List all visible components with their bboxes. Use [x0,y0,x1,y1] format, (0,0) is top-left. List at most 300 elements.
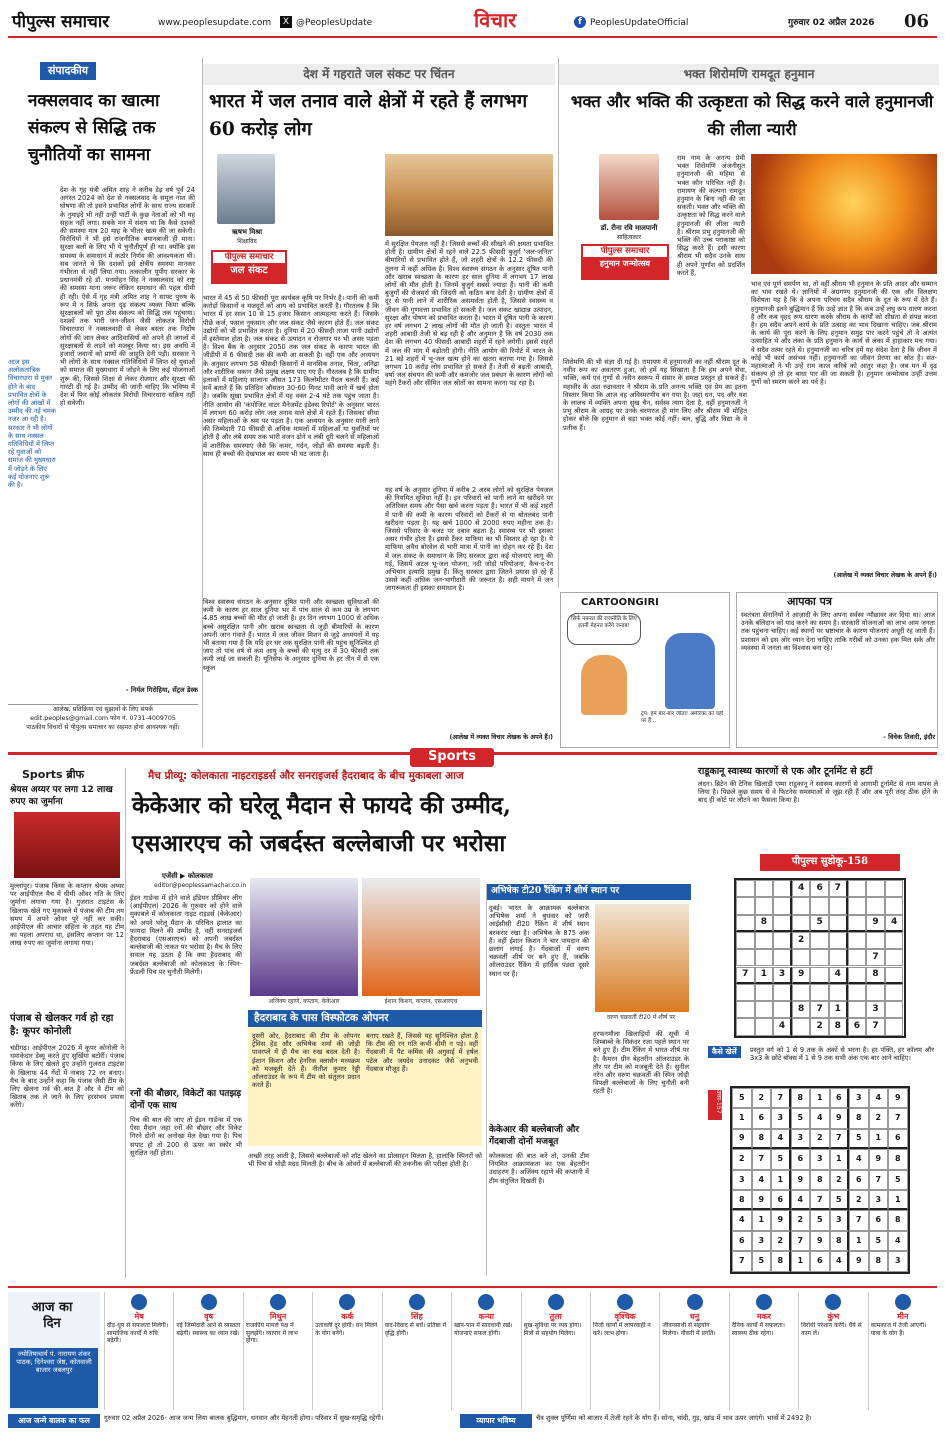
sports-sub-1: रनों की बौछार, विकेटों का पतझड़ दोनों एक साथ [130,1089,242,1111]
sudoku-grid[interactable] [734,878,906,1038]
rahane-photo [250,878,358,996]
rashi-text: विरोधी परेशान करेंगे। धैर्य से काम लें। [801,1322,862,1337]
ishan-photo [362,878,480,996]
rashi-text: वाद-विवाद से बचें। प्रतिष्ठा में वृद्धि होगी। [384,1322,447,1337]
zodiac-icon [409,1294,425,1310]
sudoku-cell[interactable]: 1 [755,967,774,984]
sudoku-cell[interactable] [829,897,848,914]
sudoku-cell: 6 [869,1210,889,1230]
sudoku-cell: 7 [849,1210,869,1230]
sudoku-cell: 3 [849,1088,869,1108]
rashi-name: मीन [897,1312,909,1321]
sudoku-cell: 3 [752,1231,772,1251]
sudoku-cell[interactable] [885,1001,904,1018]
highlight-box [248,1010,482,1146]
sudoku-cell: 4 [888,1231,908,1251]
sudoku-cell[interactable]: 2 [792,932,811,949]
water-footnote: (आलेख में व्यक्त विचार लेखक के अपने हैं।) [449,734,553,741]
abhishek-body-2: हरफनमौला खिलाड़ियों की सूची में जिम्बाब्वे के सिकंदर रजा पहले स्थान पर बने हुए हैं। टीम रैंकिंग में भारत शीर्ष पर है। कैमरन ग्रीन बेहतरीन ऑलराउंडर के तौर पर टीम को मजबूती देते हैं। सुनील नरेन और वरुण चक्रवर्ती की स्पिन जोड़ी विपक्षी बल्लेबाजों के लिए चुनौती बनी रहती है। [593,1030,689,1096]
sudoku-cell: 7 [791,1231,811,1251]
sudoku-cell: 2 [869,1108,889,1128]
letters-title: आपका पत्र [787,595,832,608]
how-to-play-body: प्रस्तुत वर्ग को 1 से 9 तक के अंकों से भरना है। हर पंक्ति, हर कॉलम और 3x3 के छोटे बॉक्स में 1 से 9 तक सभी अंक एक बार आने चाहिए। [750,1046,934,1063]
sudoku-cell[interactable]: 4 [773,1018,792,1035]
water-col2: में सुरक्षित पेयजल नहीं है। जिससे बच्चों की सीखने की क्षमता प्रभावित होती है। ग्रामीण क्षेत्रों में रहने वाले 22.5 फीसदी बुजुर्ग 'जल-जनित' बीमारियों से प्रभावित होते हैं, जो शहरी क्षेत्रों के 12.2 फीसदी की तुलना में कहीं अधिक है। विश्व स्वास्थ्य संगठन के अनुसार दूषित पानी और खराब स्वच्छता के कारण हर साल दुनिया में लगभग 17 लाख लोगों की मौत होती है। जिनमें बुजुर्ग सबसे ज्यादा हैं। पानी की कमी बुजुर्गों की रोजमर्रा की जिंदगी को कठिन बना देती है। ग्रामीण क्षेत्रों में दूर से पानी लाने में शारीरिक असमर्थता होती है, जिससे स्वास्थ्य व जीवन की गुणवत्ता प्रभावित हो सकती है। जल संकट खाद्यान्न उत्पादन, सुरक्षा और पोषण को प्रभावित करता है। भारत में दूषित पानी के कारण हर वर्ष लगभग 2 लाख लोगों की मौत हो जाती है। वस्तुतः भारत में शहरी आबादी तेजी से बढ़ रही है और अनुमान है कि वर्ष 2030 तक देश की लगभग 40 फीसदी आबादी शहरों में रहने लगेगी। इससे शहरों में जल की मांग में बढ़ोतरी होगी। नीति आयोग की रिपोर्ट में भारत के 21 बड़े शहरों में भू-जल खत्म होने का खतरा बताया गया है। जिससे लगभग 10 करोड़ लोग प्रभावित हो सकते हैं। तेजी से बढ़ती आबादी, वर्षा जल संचयन की कमी और कमजोर जल प्रबंधन के कारण लोगों को महंगे टैंकरों और सीमित जल स्रोतों का सामना करना पड़ रहा है। [385,240,553,388]
editorial-section [8,58,198,748]
sudoku-cell: 6 [752,1108,772,1128]
masthead [8,6,937,38]
sudoku-cell: 8 [771,1251,791,1271]
sudoku-cell[interactable] [773,880,792,897]
water-kicker: देश में गहराते जल संकट पर चिंतन [203,64,555,85]
agency-email[interactable]: editor@peoplessamachar.co.in [154,882,247,889]
ishan-caption: ईशान किशन, कप्तान, एसआरएच [384,998,458,1005]
water-col1-top: भारत में 45 से 50 फीसदी पूरा कार्यबल कृषि पर निर्भर है। पानी की कमी करोड़ों किसानों व मजदूरों को आय को प्रभावित करती है। गौरतलब है कि भारत में हर साल 10 से 15 हजार किसान आत्महत्या करते हैं। जिसके पीछे कर्ज, फसल नुकसान और जल संकट जैसे कारण होते हैं। जल संकट उद्योगों को भी प्रभावित करता है। दुनिया में 20 फीसदी ताजा पानी उद्योगों में इस्तेमाल होता है। जल संकट से उत्पादन व रोजगार पर भी असर पड़ता है। विश्व बैंक के अनुसार 2050 तक जल संकट के कारण भारत की जीडीपी में 6 फीसदी तक की कमी आ सकती है। वहीं एक और अध्ययन के अनुसार लगभग 58 फीसदी किसानों में मानसिक तनाव, चिंता, अनिद्रा और शारीरिक थकान जैसे प्रमुख लक्षण पाए गए हैं। गौरतलब है कि ग्रामीण इलाकों में महिलाएं सालाना औसत 173 किलोमीटर पैदल चलती हैं। कई सर्वे बताते हैं कि प्रतिदिन औसतन 30-60 मिनट पानी लाने में खर्च होता है। जबकि सूखा प्रभावित क्षेत्रों में यह वक्त 2-4 घंटे तक पहुंच जाता है। नीति आयोग की 'कंपोजिट वाटर मैनेजमेंट इंडेक्स रिपोर्ट' के अनुसार भारत में लगभग 60 करोड़ लोग जल तनाव वाले क्षेत्रों में रहते हैं। जिसका सीधा असर महिलाओं के श्रम पर पड़ता है। एक अध्ययन के अनुसार पानी लाने की जिम्मेदारी 70 फीसदी से अधिक मामलों में महिलाओं या युवतियों पर होती है और लंबे समय तक भारी वजन ढोने व लंबी दूरी चलने से महिलाओं में शारीरिक समस्याएं जैसे कि कमर, गर्दन, जोड़ों की समस्या बढ़ती है। साथ ही बच्चों की देखभाल का समय भी घट जाता है। [203,294,379,458]
cartoon-title: CARTOONGIRI [581,597,659,608]
sudoku-cell[interactable]: 4 [792,880,811,897]
rashi-name: मकर [756,1312,772,1321]
sudoku-cell[interactable] [773,949,792,966]
sudoku-cell: 7 [771,1088,791,1108]
letters-author: - विवेक तिवारी, इंदौर [883,733,935,741]
raducanu-body: लंदन। ब्रिटेन की टेनिस खिलाड़ी एम्मा राडूकानू ने स्वास्थ्य कारणों से आगामी टूर्नामेंट से नाम वापस ले लिया है। पिछले कुछ समय से वे फिटनेस समस्याओं से जूझ रही हैं और अब पूरी तरह ठीक होने के बाद ही कोर्ट पर लौटने का फैसला किया है। [698,780,938,805]
water-author-photo [217,154,275,224]
sudoku-cell[interactable] [866,984,885,1001]
sudoku-cell: 7 [869,1170,889,1190]
rashi-card [590,1292,659,1410]
sudoku-cell: 3 [791,1129,811,1149]
sudoku-cell[interactable]: 8 [755,915,774,932]
sudoku-cell[interactable] [810,932,829,949]
sudoku-cell: 1 [869,1129,889,1149]
page-number: 06 [904,11,930,32]
editorial-contact [8,704,198,744]
sudoku-cell: 8 [869,1251,889,1271]
sudoku-cell[interactable] [885,880,904,897]
brief-headline: श्रेयस अय्यर पर लगा 12 लाख रुपए का जुर्माना [10,785,113,807]
water-col1-intro [297,172,379,290]
rashi-name: सिंह [410,1312,423,1321]
sports-body-5: अच्छी तरह आती है, जिससे बल्लेबाजों को शॉट खेलने का प्रोत्साहन मिलता है, हालांकि स्पिनरों को भी पिच से थोड़ी मदद मिलती है। बीच के ओवरों में बल्लेबाजों की तकनीक की परीक्षा होती है। [248,1152,482,1169]
varun-caption: वरुण चक्रवर्ती टी20 में शीर्ष पर [606,1014,676,1021]
sudoku-cell[interactable] [848,967,867,984]
sudoku-cell[interactable] [736,880,755,897]
sudoku-cell[interactable] [736,949,755,966]
sudoku-cell: 8 [810,1170,830,1190]
sudoku-cell[interactable] [810,984,829,1001]
raducanu-story [698,766,938,844]
horoscope-section [8,1286,937,1440]
sudoku-cell[interactable] [848,880,867,897]
rashi-text: निजी कार्यों में लापरवाही न करें। लाभ होगा। [592,1322,651,1337]
sudoku-cell: 6 [771,1190,791,1210]
market-text: चैत्र शुक्ल पूर्णिमा को बाजार में तेजी रहने के योग हैं। सोना, चांदी, गुड़, खांड में भाव ऊपर जाएंगे। भावों में 2492 है। [536,1414,812,1422]
rashi-name: कर्क [341,1312,354,1321]
sudoku-cell[interactable]: 8 [829,1018,848,1035]
zodiac-icon [270,1294,286,1310]
facebook-icon: f [574,16,586,28]
zodiac-icon [756,1294,772,1310]
sudoku-cell: 3 [771,1108,791,1128]
sports-headline-2: एसआरएच को जबर्दस्त बल्लेबाजी पर भरोसा [132,830,506,857]
rashi-card [173,1292,242,1410]
cartoon-figure-right [665,633,715,709]
zodiac-icon [548,1294,564,1310]
sudoku-cell: 9 [849,1251,869,1271]
sudoku-cell: 7 [752,1149,772,1169]
rashi-text: दौड़-धूप से सफलता मिलेगी। सामाजिक कार्यों में रुचि बढ़ेगी। [107,1322,169,1345]
sudoku-cell[interactable] [792,949,811,966]
water-author-role: शिक्षाविद [237,238,257,245]
water-badge-topic: जल संकट [230,264,268,276]
market-label: व्यापार भविष्य [460,1414,532,1428]
sudoku-cell[interactable] [755,1018,774,1035]
sudoku-cell[interactable] [736,897,755,914]
highlight-body-2: बनाए रखते हैं, जिससे यह सुनिश्चित होता है कि टीम की रन गति कभी धीमी न पड़े। वहीं गेंदबाजी में पैट कमिंस की अगुवाई में हर्षल पटेल और जयदेव उनादकट जैसे अनुभवी गेंदबाज मौजूद हैं। [366,1032,478,1073]
sudoku-cell: 9 [771,1210,791,1230]
sudoku-cell: 8 [888,1149,908,1169]
sudoku-cell[interactable] [829,949,848,966]
sports-label: Sports [410,748,494,767]
cartoon-caption: ट्रंप: हमें बार-बार जीता! अमेरिका को वहीं पर हैं... [641,711,724,725]
zodiac-icon [687,1294,703,1310]
water-author-name: ऋषभ मिश्रा [231,228,263,236]
rashi-name: वृश्चिक [614,1312,636,1321]
answer-label: उत्तर-157 [708,1090,722,1120]
sudoku-cell[interactable]: 3 [866,1001,885,1018]
sports-body-1: ईडन गार्डन्स में होने वाले इंडियन प्रीमियर लीग (आईपीएल) 2026 के गुरुवार को होने वाले मुकाबले में कोलकाता नाइट राइडर्स (केकेआर) को अपने घरेलू मैदान के परिचित हालात का फायदा मिलने की उम्मीद है, वहीं सनराइजर्स हैदराबाद (एसआरएच) को अपनी जबर्दस्त बल्लेबाजी की ताकत पर भरोसा है। मैच के लिए सवाल यह उठता है कि क्या हैदराबाद की जबर्दस्त बल्लेबाजी को कोलकाता के स्पिन-फ्रेंडली पिच पर चुनौती मिलेगी। [130,894,242,976]
hanuman-illustration [751,154,937,274]
sudoku-cell[interactable] [810,949,829,966]
sudoku-cell: 1 [791,1251,811,1271]
sudoku-cell: 3 [869,1190,889,1210]
rashi-text: नई जिम्मेदारी आने से व्यस्तता बढ़ेगी। स्वास्थ्य का ध्यान रखें। [176,1322,241,1337]
born-label: आज जन्मे बालक का फल [8,1414,100,1428]
hanuman-badge-topic: हनुमान जन्मोत्सव [599,258,651,268]
sudoku-cell[interactable]: 1 [829,1001,848,1018]
brief2-body: चंडीगढ़। आईपीएल 2026 में कूपर कोनोली ने धमाकेदार डेब्यू करते हुए सुर्खियां बटोरीं। पंजाब किंग्स के लिए खेलते हुए उन्होंने गुजरात टाइटंस के खिलाफ 44 गेंदों में नाबाद 72 रन बनाए। मैच के बाद उन्होंने कहा कि पंजाब जैसी टीम के लिए खेलना गर्व की बात है और वे टीम को खिताब तक ले जाने के लिए हरसंभव प्रयास करेंगे। [10,1044,124,1110]
sudoku-cell[interactable] [755,880,774,897]
sudoku-cell: 1 [830,1149,850,1169]
sudoku-cell[interactable]: 7 [866,1018,885,1035]
sudoku-cell: 2 [810,1129,830,1149]
rashi-card [312,1292,381,1410]
sudoku-cell: 6 [810,1251,830,1271]
sudoku-panel [700,850,936,1278]
sudoku-cell: 6 [791,1149,811,1169]
horoscope-title-box [8,1292,100,1410]
highlight-body: दूसरी ओर, हैदराबाद की टीम के ओपनर ट्रेविस हेड और अभिषेक शर्मा की जोड़ी पावरप्ले में ही मैच का रुख बदल देती है। ईशान किशन और हेनरिक क्लासेन मध्यक्रम को मजबूती देते हैं। नीतीश कुमार रेड्डी ऑलराउंडर के रूप में टीम को संतुलन प्रदान करते हैं। [252,1032,360,1090]
hanuman-author-photo [599,154,659,220]
water-col1-bottom: विश्व स्वास्थ्य संगठन के अनुसार दूषित पानी और स्वच्छता सुविधाओं की कमी के कारण हर साल दुनिया भर में पांच साल से कम उम्र के लगभग 4.85 लाख बच्चों की मौत हो जाती है। हर दिन लगभग 1000 से अधिक बच्चे असुरक्षित पानी और खराब स्वच्छता से जुड़ी बीमारियों के कारण अपनी जान गंवाते हैं। भारत में जल जीवन मिशन से जुड़े अध्ययनों में यह भी बताया गया है कि यदि हर घर तक सुरक्षित पानी की पहुंच सुनिश्चित हो जाए तो पांच वर्ष से कम आयु के बच्चों की मृत्यु दर में 30 फीसदी तक कमी लाई जा सकती है। यूनिसेफ के अनुसार दुनिया के हर तीन में से एक स्कूल [203,598,379,672]
sudoku-cell: 5 [849,1129,869,1149]
cartoon-speech-bubble: सिर्फ नफरत की राजनीति के लिए इतनी मेहनत करेंगे जनाब! [567,613,641,645]
rashi-text: सुख-सुविधा पर व्यय होगा। मित्रों से सहयोग मिलेगा। [523,1322,582,1337]
rashi-name: कन्या [478,1312,494,1321]
sudoku-cell[interactable] [773,1001,792,1018]
sudoku-cell[interactable] [866,932,885,949]
editorial-headline: नक्सलवाद का खात्मा संकल्प से सिद्धि तक चुनौतियों का सामना [28,91,160,165]
brief-label: Sports ब्रीफ [22,768,85,781]
hanuman-kicker: भक्त शिरोमणि रामदूत हनुमान [559,64,939,85]
sudoku-cell: 5 [732,1088,752,1108]
sudoku-cell[interactable] [755,897,774,914]
sudoku-cell[interactable] [736,1018,755,1035]
zodiac-icon [339,1294,355,1310]
sudoku-cell[interactable] [885,967,904,984]
sudoku-cell[interactable] [792,984,811,1001]
sudoku-cell: 2 [830,1170,850,1190]
hanuman-author-role: साहित्यकार [616,234,642,241]
sudoku-cell[interactable] [848,897,867,914]
abhishek-body: दुबई। भारत के आक्रामक बल्लेबाज अभिषेक शर्मा ने बुधवार को जारी आईसीसी टी20 रैंकिंग में शीर्ष स्थान बरकरार रखा है। अभिषेक के 875 अंक हैं। वहीं ईशान किशन ने चार पायदान की छलांग लगाई है। गेंदबाजों में वरुण चक्रवर्ती शीर्ष पर बने हुए हैं, जबकि ऑलराउंडर रैंकिंग में हार्दिक पंड्या दूसरे स्थान पर हैं। [489,904,589,978]
sudoku-cell: 9 [752,1190,772,1210]
sudoku-cell: 7 [810,1190,830,1210]
zodiac-icon [131,1294,147,1310]
sudoku-cell: 4 [830,1251,850,1271]
sudoku-cell[interactable] [885,949,904,966]
sudoku-cell[interactable]: 7 [810,1001,829,1018]
water-badge-brand: पीपुल्स समाचार [213,252,285,263]
sudoku-cell: 4 [752,1170,772,1190]
sudoku-cell: 2 [791,1210,811,1230]
letters-box [736,592,938,748]
sudoku-cell: 1 [888,1190,908,1210]
sudoku-cell[interactable]: 8 [792,1001,811,1018]
rashi-name: मिथुन [269,1312,287,1321]
sudoku-cell[interactable] [810,897,829,914]
rashi-text: दैनिक कार्यों में सफलता। स्वास्थ्य ठीक रहेगा। [731,1322,785,1337]
sudoku-cell: 2 [752,1088,772,1108]
editorial-body: देश के गृह मंत्री अमित शाह ने करीब डेढ़ वर्ष पूर्व 24 अगस्त 2024 को देश से नक्सलवाद के समूल नाश की घोषणा की तो इसने प्रभावित लोगों के साथ राज्य सरकारें के नुमाइंदे भी नहीं उन्हीं पार्टी के कुछ नेताओं को भी यह सहज नहीं लगा। सबके मन में संशय था कि कैसे दशकों की समस्या मात्र 20 माह के भीतर खत्म की जा सकेगी। विरोधियों ने भी इसे राजनीतिक बयानबाजी ही माना। सुरक्षा बलों के लिए भी ये चुनौतीपूर्ण ही था। क्योंकि इस समस्या के समाधान में कठोर निर्णय की आवश्यकता थी। सब जानते थे कि दशकों इसे क्षेत्रीय समस्या मानकर गंभीरता से नहीं लिया गया। तत्कालीन यूपीए सरकार के प्रधानमंत्री रहे डॉ. मनमोहन सिंह ने नक्सलवाद को राष्ट्र की समस्या माना जरूर लेकिन समाधान की पहल धीमी ही रही। ऐसे में गृह मंत्री अमित शाह ने साफ्ट पुरुष के रूप में न सिर्फ अपना दृढ़ संकल्प व्यक्त किया बल्कि सुरक्षाबलों को पूरा ठोस संकल्प को सिद्धि तक पहुंचाया। दशकों तक भारी जन-जीवन जैसी लोकतंत्र विरोधी विचारधारा ने नक्सलवादी से लेकर बस्तर तक निर्दोष लोगों की जान लेकर आदिवासियों को अपने ही जंगलों में सुरक्षाबलों से लड़ने को मजबूर किया था। इस अवधि में हजारों जवानों को प्राणों की आहुति देनी पड़ी। सरकार ने भी लोगों के साथ नक्सल गतिविधियों में लिप्त रहे युवाओं को समाज की मुख्यधारा में जोड़ने के लिए कई योजनाओं शुरू की, जिससे शिक्षा से लेकर रोजगार और सुरक्षा की गारंटी दी गई है। उम्मीद की जानी चाहिए कि भविष्य में देश में फिर कोई लोकतंत्र विरोधी विचारधारा सक्रिय नहीं हो सकेगी। [60,186,195,408]
sudoku-cell[interactable] [848,984,867,1001]
sudoku-cell[interactable] [848,1001,867,1018]
sudoku-cell: 5 [888,1170,908,1190]
water-article [202,58,554,748]
sudoku-cell: 6 [830,1088,850,1108]
cartoon-figure-left [581,655,627,715]
zodiac-icon [825,1294,841,1310]
sudoku-cell[interactable]: 7 [829,880,848,897]
rashi-card [659,1292,728,1410]
sudoku-cell[interactable] [885,932,904,949]
sudoku-cell: 5 [830,1190,850,1210]
sudoku-cell: 6 [888,1129,908,1149]
sudoku-cell: 2 [771,1231,791,1251]
sudoku-cell: 1 [810,1088,830,1108]
rashi-card [521,1292,590,1410]
sudoku-cell: 6 [732,1231,752,1251]
astrologer: ज्योतिषाचार्य पं. नारायण शंकर पाठक, दिनेश्वरा जेष्ठ, कोतवाली बाजार जबलपुर [10,1348,98,1408]
rashi-card [104,1292,173,1410]
sudoku-cell[interactable] [885,984,904,1001]
rashi-card [382,1292,451,1410]
sports-main [130,768,690,1278]
hanuman-intro: राम नाम के अनन्य प्रेमी भक्त शिरोमणि अंजनीसुत हनुमानजी की महिमा से भक्त कौन परिचित नहीं है। रामायण की कल्पना रामदूत हनुमान के बिना नहीं की जा सकती। भक्त और भक्ति की उत्कृष्टता को सिद्ध करने वाले हनुमानजी की लीला न्यारी है। श्रीराम प्रभु हनुमानजी की भक्ति की उच्च पराकाष्ठा को सिद्ध करते हैं। इसी कारण श्रीराम भी सदैव उनके साथ ही अपने पूर्णांश को प्रदर्शित करते हैं, [677,154,745,277]
water-headline: भारत में जल तनाव वाले क्षेत्रों में रहते हैं लगभग 60 करोड़ लोग [209,91,528,140]
rashi-card [243,1292,312,1410]
sudoku-cell[interactable]: 7 [736,967,755,984]
sudoku-cell: 9 [888,1088,908,1108]
sudoku-cell[interactable] [829,915,848,932]
sudoku-cell[interactable] [848,932,867,949]
sports-brief [8,768,126,1278]
disclaimer: पाठकीय विचारों से पीपुल्स समाचार का सहमत होना आवश्यक नहीं। [26,724,180,731]
sudoku-cell[interactable] [755,1001,774,1018]
zodiac-icon [201,1294,217,1310]
sudoku-cell: 7 [830,1129,850,1149]
sudoku-cell[interactable] [773,984,792,1001]
section-title: विचार [474,8,517,32]
sudoku-cell: 5 [752,1251,772,1271]
rashi-text: खान-पान में सावधानी रखें। योजनाएं सफल होंगी। [454,1322,513,1337]
sports-headline-1: केकेआर को घरेलू मैदान से फायदे की उम्मीद, [132,792,512,819]
sudoku-cell: 8 [849,1108,869,1128]
sudoku-cell[interactable]: 6 [810,880,829,897]
sudoku-cell[interactable] [792,1018,811,1035]
born-text: गुरुवार 02 अप्रैल 2026- आज जन्म लिया बालक बुद्धिमान, धनवान और मेहनती होगा। परिवार में सुख-समृद्धि रहेगी। [104,1414,384,1422]
sudoku-cell[interactable] [866,897,885,914]
sudoku-cell[interactable]: 8 [866,967,885,984]
twitter-icon: X [280,16,292,28]
zodiac-icon [895,1294,911,1310]
sudoku-cell[interactable] [885,897,904,914]
drought-photo [385,154,553,236]
sudoku-cell[interactable] [736,984,755,1001]
rashi-text: कामकाज में तेजी आएगी। यात्रा के योग हैं। [870,1322,927,1337]
sudoku-cell[interactable] [736,915,755,932]
sudoku-cell: 9 [732,1129,752,1149]
sudoku-cell[interactable] [755,949,774,966]
sudoku-cell: 8 [888,1210,908,1230]
rashi-name: धनु [689,1312,700,1321]
highlight-title: हैदराबाद के पास विस्फोटक ओपनर [248,1010,482,1027]
sudoku-cell: 5 [771,1149,791,1169]
sudoku-cell: 5 [791,1108,811,1128]
website-link[interactable]: www.peoplesupdate.com [158,18,272,28]
editorial-author: - निर्मल गिरोहिया, सेंट्रल डेस्क [125,686,198,694]
editorial-tag: संपादकीय [40,62,96,80]
sudoku-cell[interactable] [866,880,885,897]
sudoku-cell[interactable] [773,915,792,932]
contact-email[interactable]: edit.peoples@gmail.com फोन नं. 0731-4009705 [30,715,176,722]
rashi-row [104,1292,937,1410]
how-to-play-title: कैसे खेलें [708,1046,741,1058]
sudoku-cell[interactable] [773,932,792,949]
issue-date: गुरुवार 02 अप्रैल 2026 [788,18,875,28]
sudoku-cell: 4 [869,1088,889,1108]
cartoon-box [560,592,730,748]
rashi-name: वृष [204,1312,214,1321]
sudoku-cell[interactable] [773,897,792,914]
water-col3: यह वर्ष के अनुसार दुनिया में करीब 2 अरब लोगों को सुरक्षित पेयजल की नियमित सुविधा नहीं है। इन परिवारों को पानी लाने या खरीदने पर अतिरिक्त समय और पैसा खर्च करना पड़ता है। भारत में भी कई शहरों में पानी की कमी के कारण परिवारों को टैंकरों से या बोतलबंद पानी खरीदना पड़ता है। यह खर्च 1000 से 2000 रुपए महीना तक है। जिससे परिवार के बजट पर दबाव बढ़ता है। स्वास्थ्य पर भी इसका असर गंभीर होता है। इससे टैंकर माफिया का भी विस्तार हो रहा है। ये माफिया अवैध बोरवेल से भारी मात्रा में पानी का दोहन कर रहे हैं। देश में जल संकट के समाधान के लिए सरकार द्वारा कई योजनाएं लागू की गई, जिसमें अटल भू-जल योजना, नदी जोड़ो परियोजना, कैच-द-रेन अभियान इत्यादि प्रमुख हैं। किंतु सरकार द्वारा जितने प्रयास हो रहे हैं उससे कहीं अधिक जन-भागीदारी की जरूरत है। सही मायने में जन जागरूकता ही इसका समाधान है। [385,486,553,593]
sudoku-cell: 4 [791,1190,811,1210]
rashi-text: जीवनसाथी से सहयोग मिलेगा। नौकरी में प्रगति। [662,1322,716,1337]
sudoku-cell: 3 [830,1210,850,1230]
sudoku-cell: 9 [830,1108,850,1128]
abhishek-box [486,884,690,1276]
sudoku-cell[interactable]: 9 [866,915,885,932]
sudoku-cell[interactable]: 3 [773,967,792,984]
sudoku-cell[interactable]: 4 [885,915,904,932]
abhishek-title: अभिषेक टी20 रैंकिंग में शीर्ष स्थान पर [487,884,691,900]
hanuman-author-name: डॉ. रीना रवि मालपानी [600,224,658,232]
sudoku-cell[interactable] [848,915,867,932]
preview-kicker: मैच प्रीव्यू: कोलकाता नाइटराइडर्स और सनराइजर्स हैदराबाद के बीच मुकाबला आज [148,770,464,782]
hanuman-body: शिरोमणि की भी संज्ञा दी गई है। रामायण में हनुमानजी का नहीं श्रीराम दूत के नवीन रूप का अवतरण हुआ, जो हमें यह सिखाता है कि हम अपने सेवा, भक्ति, कर्म एवं गुणों से नवीन स्वरूप में संसार के समक्ष प्रस्तुत हो सकते हैं। महावीर के अंश रुद्रावतार ने श्रीराम के प्रति अनन्य भक्ति एवं प्रेम का इतना विस्तार किया कि आज वह अविस्मरणीय बन गया है। जहां धन, पद और यश के लालच में व्यक्ति अपना सुख चैन, सर्वस्व त्याग देता है, वहीं हनुमानजी ने प्रभु श्रीराम के आग्रह पर उनके चरणरज ही मांग लिए और श्रीराम भी मोहित होकर बोले कि हनुमान से बड़ा भक्त कोई नहीं। बल, बुद्धि और विद्या के वे प्रतीक हैं। [563,358,747,432]
sudoku-cell: 5 [869,1231,889,1251]
sudoku-cell[interactable]: 2 [810,1018,829,1035]
sudoku-cell: 2 [849,1190,869,1210]
sudoku-cell: 4 [849,1149,869,1169]
rashi-text: राजकीय मामले पक्ष में सुलझेंगे। व्यापार में लाभ होगा। [245,1322,298,1345]
sports-sub-2: केकेआर की बल्लेबाजी और गेंदबाजी दोनों मजबूत [489,1125,580,1147]
varun-photo [595,904,689,1012]
sudoku-cell: 6 [849,1170,869,1190]
sudoku-cell[interactable] [755,984,774,1001]
sudoku-cell: 4 [810,1108,830,1128]
brand-logo: पीपुल्स समाचार [12,12,110,32]
sudoku-cell[interactable] [755,932,774,949]
sudoku-cell[interactable] [848,949,867,966]
sudoku-cell: 3 [888,1251,908,1271]
sports-body-2: पिच की बात की जाए तो ईडन गार्डन्स में एक ऐसा मैदान जहां रनों की बौछार और विकेट गिरने दोनों का अनोखा मेल देखा गया है। पिच सपाट हो तो 200 से ऊपर का स्कोर भी सुरक्षित नहीं होता। [130,1116,242,1157]
sudoku-cell: 9 [791,1170,811,1190]
facebook-handle[interactable]: PeoplesUpdateOfficial [590,18,689,28]
water-badge [211,250,287,284]
sudoku-cell[interactable] [810,967,829,984]
hanuman-badge-brand: पीपुल्स समाचार [583,246,667,257]
sudoku-cell[interactable] [792,897,811,914]
sudoku-cell: 4 [732,1210,752,1230]
sudoku-cell: 1 [732,1108,752,1128]
sudoku-cell[interactable] [829,984,848,1001]
sudoku-cell: 9 [869,1149,889,1169]
sudoku-cell: 1 [849,1231,869,1251]
sudoku-cell[interactable] [792,915,811,932]
rahane-caption: अजिंक्य रहाणे, कप्तान, केकेआर [268,998,340,1005]
sudoku-cell[interactable] [829,932,848,949]
sudoku-cell[interactable]: 9 [792,967,811,984]
sudoku-cell[interactable] [736,1001,755,1018]
sudoku-cell[interactable]: 4 [829,967,848,984]
sudoku-cell[interactable] [736,932,755,949]
sudoku-cell[interactable]: 6 [848,1018,867,1035]
sports-body-4: कोलकाता की बात करें तो, उनकी टीम नियमित आक्रामकता का एक बेहतरीन उदाहरण है। अजिंक्य रहाणे की कप्तानी में टीम संतुलित दिखती है। [489,1152,589,1185]
sudoku-cell[interactable]: 5 [810,915,829,932]
hanuman-headline: भक्त और भक्ति की उत्कृष्टता को सिद्ध करने वाले हनुमानजी की लीला न्यारी [570,92,934,139]
rashi-name: मेष [134,1312,144,1321]
zodiac-icon [617,1294,633,1310]
rashi-card [451,1292,520,1410]
sudoku-cell[interactable]: 7 [866,949,885,966]
twitter-handle[interactable]: @PeoplesUpdate [296,18,373,28]
hanuman-col-right: भाव एवं पूर्ण समर्पण था, तो वहीं श्रीराम भी हनुमान के प्रति आदर और सम्मान का भाव रखते थे। ज्ञानियों में अग्रगण्य हनुमानजी की एक और विलक्षण विशेषता यह है कि वे अपना परिचय सदैव श्रीराम के दूत के रूप में देते हैं। हनुमानजी इतने बुद्धिमान हैं कि उन्हें ज्ञात है कि कब उन्हें लघु रूप धारण करना है और कब वृहद रूप धारण करके श्रीराम के कार्यों को शीघ्रता से संपन्न करना है। हम सदैव अपने कार्य के प्रति उत्साह का भाव दिखाना चाहिए। जब श्रीराम के कार्य की पूरा करने के लिए हनुमान समुद्र पार करने पहुंचे तो वे अत्यंत उत्साहित थे और लंका के प्रति हनुमान के कार्य से लंका में हाहाकार मच गया। वे सदैव तत्पर रहते थे। हनुमानजी का चरित्र हमें यह संदेश देता है कि जीवन में कोई भी कार्य असंभव नहीं। हनुमानजी का जीवन प्रेरणा का स्रोत है। संत-महात्माओं ने भी उन्हें राम काज करिबे को आतुर कहा है। जब मन में दृढ़ संकल्प हो तो हर बाधा पार की जा सकती है। हनुमान जन्मोत्सव उन्हीं उत्तम गुणों को स्मरण करने का पर्व है। [751,280,937,387]
rashi-name: तुला [549,1312,562,1321]
zodiac-icon [478,1294,494,1310]
sudoku-cell: 5 [810,1210,830,1230]
sudoku-cell: 7 [732,1251,752,1271]
rashi-name: कुंभ [827,1312,840,1321]
sudoku-cell: 1 [752,1210,772,1230]
sudoku-cell[interactable] [885,1018,904,1035]
answer-grid [730,1086,910,1274]
rashi-text: उतावली दूर होगी। धन मिलने के योग बनेंगे। [315,1322,378,1337]
editorial-pull-quote: आज इस अलोकतांत्रिक विचारधारा से मुक्त होने के बाद प्रभावित क्षेत्रों के लोगों की आंखों में उम्मीद की नई चमक नजर आ रही है। सरकार ने भी लोगों के साथ नक्सल गतिविधियों में लिप्त रहे युवाओं को समाज की मुख्यधारा में जोड़ने के लिए कई योजनाएं शुरू की है। [8,358,56,490]
sudoku-cell: 3 [732,1170,752,1190]
brief-photo [14,812,120,878]
contact-line1: आलेख, प्रतिक्रिया एवं सुझावों के लिए संपर्क [52,706,154,713]
